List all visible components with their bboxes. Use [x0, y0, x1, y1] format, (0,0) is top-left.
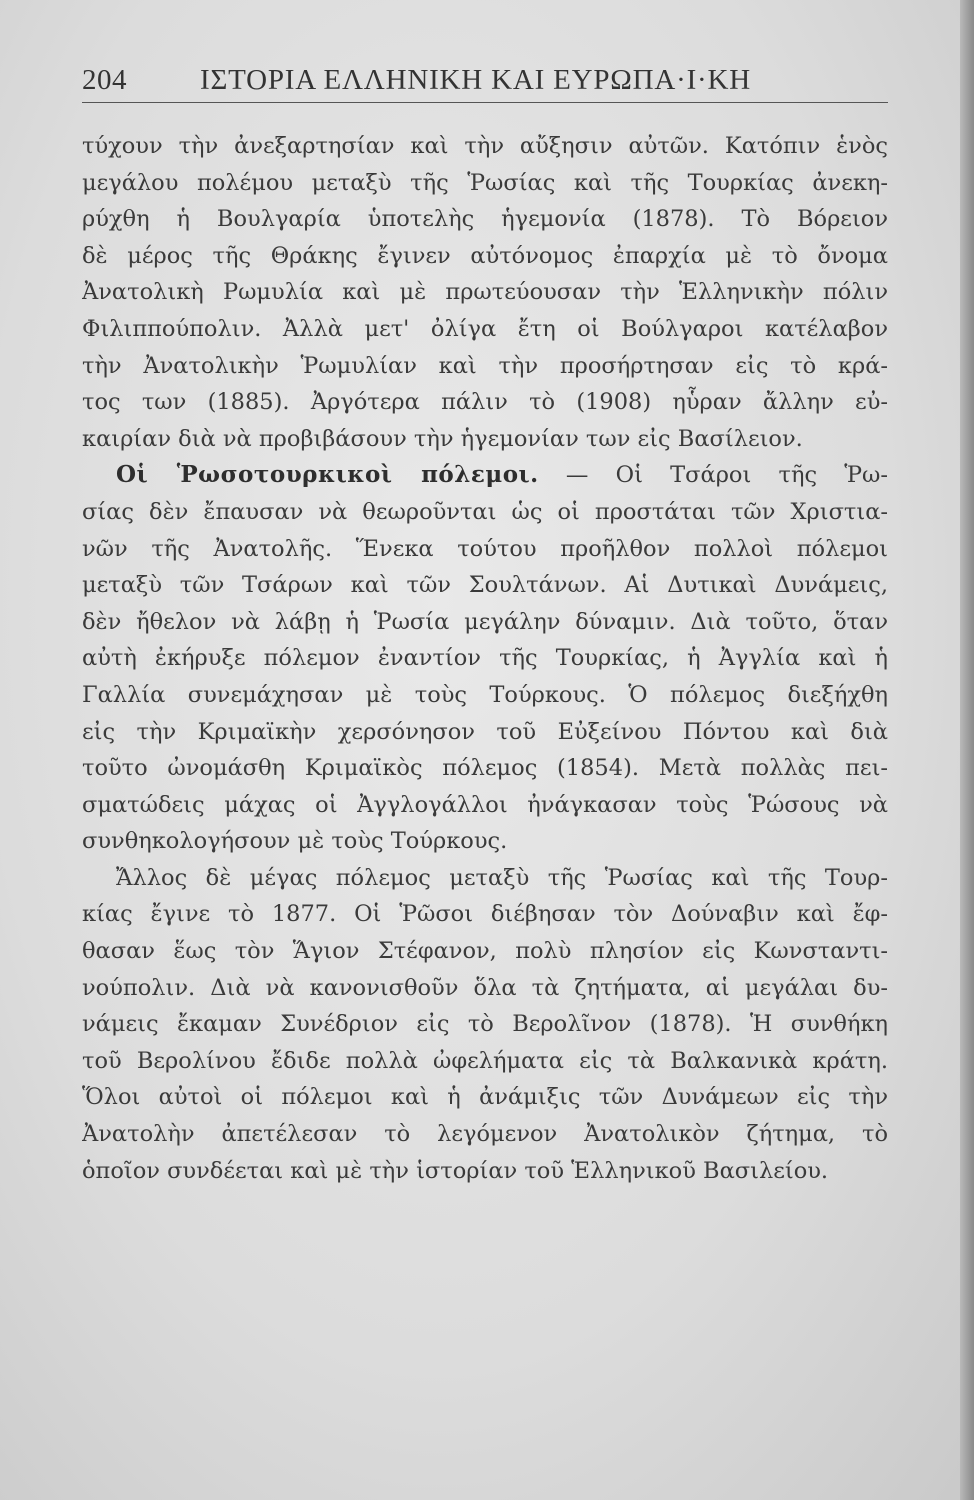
text-line: Φιλιππούπολιν. Ἀλλὰ μετ' ὀλίγα ἔτη οἱ Βούλγαροι κατέλαβον	[82, 315, 888, 342]
text-line: δὲν ἤθελον νὰ λάβῃ ἡ Ῥωσία μεγάλην δύναμιν. Διὰ τοῦτο, ὅταν	[82, 608, 888, 635]
text-line: σματώδεις μάχας οἱ Ἀγγλογάλλοι ἠνάγκασαν τοὺς Ῥώσους νὰ	[82, 791, 888, 818]
running-title: ΙΣΤΟΡΙΑ ΕΛΛΗΝΙΚΗ ΚΑΙ ΕΥΡΩΠΑ·Ι·ΚΗ	[200, 64, 751, 96]
section-heading-line	[82, 457, 888, 494]
section-heading-continuation: — Οἱ Τσάροι τῆς Ῥω-	[538, 462, 888, 489]
body-text	[82, 128, 888, 1189]
text-line: μεγάλου πολέμου μεταξὺ τῆς Ῥωσίας καὶ τῆς Τουρκίας ἀνεκη-	[82, 169, 888, 196]
text-line: τος των (1885). Ἀργότερα πάλιν τὸ (1908) ηὗραν ἄλλην εὐ-	[82, 389, 888, 416]
text-line: μεταξὺ τῶν Τσάρων καὶ τῶν Σουλτάνων. Αἱ Δυτικαὶ Δυνάμεις,	[82, 572, 888, 599]
text-line: εἰς τὴν Κριμαϊκὴν χερσόνησον τοῦ Εὐξείνου Πόντου καὶ διὰ	[82, 718, 888, 745]
text-line: τοῦ Βερολίνου ἔδιδε πολλὰ ὠφελήματα εἰς τὰ Βαλκανικὰ κράτη.	[82, 1047, 888, 1074]
text-line: Ἀνατολικὴ Ρωμυλία καὶ μὲ πρωτεύουσαν τὴν Ἑλληνικὴν πόλιν	[82, 279, 888, 306]
text-line: σίας δὲν ἔπαυσαν νὰ θεωροῦνται ὡς οἱ προστάται τῶν Χριστια-	[82, 498, 888, 525]
text-line: συνθηκολογήσουν μὲ τοὺς Τούρκους.	[82, 828, 508, 855]
page-header	[82, 62, 888, 103]
text-line: ὁποῖον συνδέεται καὶ μὲ τὴν ἱστορίαν τοῦ Ἑλληνικοῦ Βασιλείου.	[82, 1157, 829, 1184]
text-line: κίας ἔγινε τὸ 1877. Οἱ Ῥῶσοι διέβησαν τὸν Δούναβιν καὶ ἔφ-	[82, 901, 888, 928]
text-line: τὴν Ἀνατολικὴν Ῥωμυλίαν καὶ τὴν προσήρτησαν εἰς τὸ κρά-	[82, 352, 888, 379]
text-line: τύχουν τὴν ἀνεξαρτησίαν καὶ τὴν αὔξησιν αὐτῶν. Κατόπιν ἑνὸς	[82, 133, 888, 159]
text-line: νούπολιν. Διὰ νὰ κανονισθοῦν ὅλα τὰ ζητήματα, αἱ μεγάλαι δυ-	[82, 974, 888, 1001]
section-heading: Οἱ Ῥωσοτουρκικοὶ πόλεμοι.	[116, 461, 539, 489]
text-line: δὲ μέρος τῆς Θράκης ἔγινεν αὐτόνομος ἐπαρχία μὲ τὸ ὄνομα	[82, 242, 888, 269]
text-line: Ἀνατολὴν ἀπετέλεσαν τὸ λεγόμενον Ἀνατολικὸν ζήτημα, τὸ	[82, 1121, 888, 1148]
text-line: νῶν τῆς Ἀνατολῆς. Ἕνεκα τούτου προῆλθον πολλοὶ πόλεμοι	[82, 535, 888, 562]
text-line: τοῦτο ὠνομάσθη Κριμαϊκὸς πόλεμος (1854). Μετὰ πολλὰς πει-	[82, 755, 888, 782]
page-spine-shadow	[960, 0, 974, 1500]
text-line: Γαλλία συνεμάχησαν μὲ τοὺς Τούρκους. Ὁ πόλεμος διεξήχθη	[82, 681, 888, 708]
text-line: ρύχθη ἡ Βουλγαρία ὑποτελὴς ἡγεμονία (1878). Τὸ Βόρειον	[82, 206, 888, 233]
text-line: νάμεις ἔκαμαν Συνέδριον εἰς τὸ Βερολῖνον (1878). Ἡ συνθήκη	[82, 1011, 888, 1038]
text-line: καιρίαν διὰ νὰ προβιβάσουν τὴν ἡγεμονίαν των εἰς Βασίλειον.	[82, 425, 803, 452]
text-line: θασαν ἕως τὸν Ἅγιον Στέφανον, πολὺ πλησίον εἰς Κωνσταντι-	[82, 938, 888, 965]
text-line: Ὅλοι αὐτοὶ οἱ πόλεμοι καὶ ἡ ἀνάμιξις τῶν Δυνάμεων εἰς τὴν	[82, 1084, 888, 1111]
text-line: Ἄλλος δὲ μέγας πόλεμος μεταξὺ τῆς Ῥωσίας καὶ τῆς Τουρ-	[116, 864, 888, 891]
page-number: 204	[82, 64, 127, 96]
text-line: αὐτὴ ἐκήρυξε πόλεμον ἐναντίον τῆς Τουρκίας, ἡ Ἀγγλία καὶ ἡ	[82, 645, 888, 672]
